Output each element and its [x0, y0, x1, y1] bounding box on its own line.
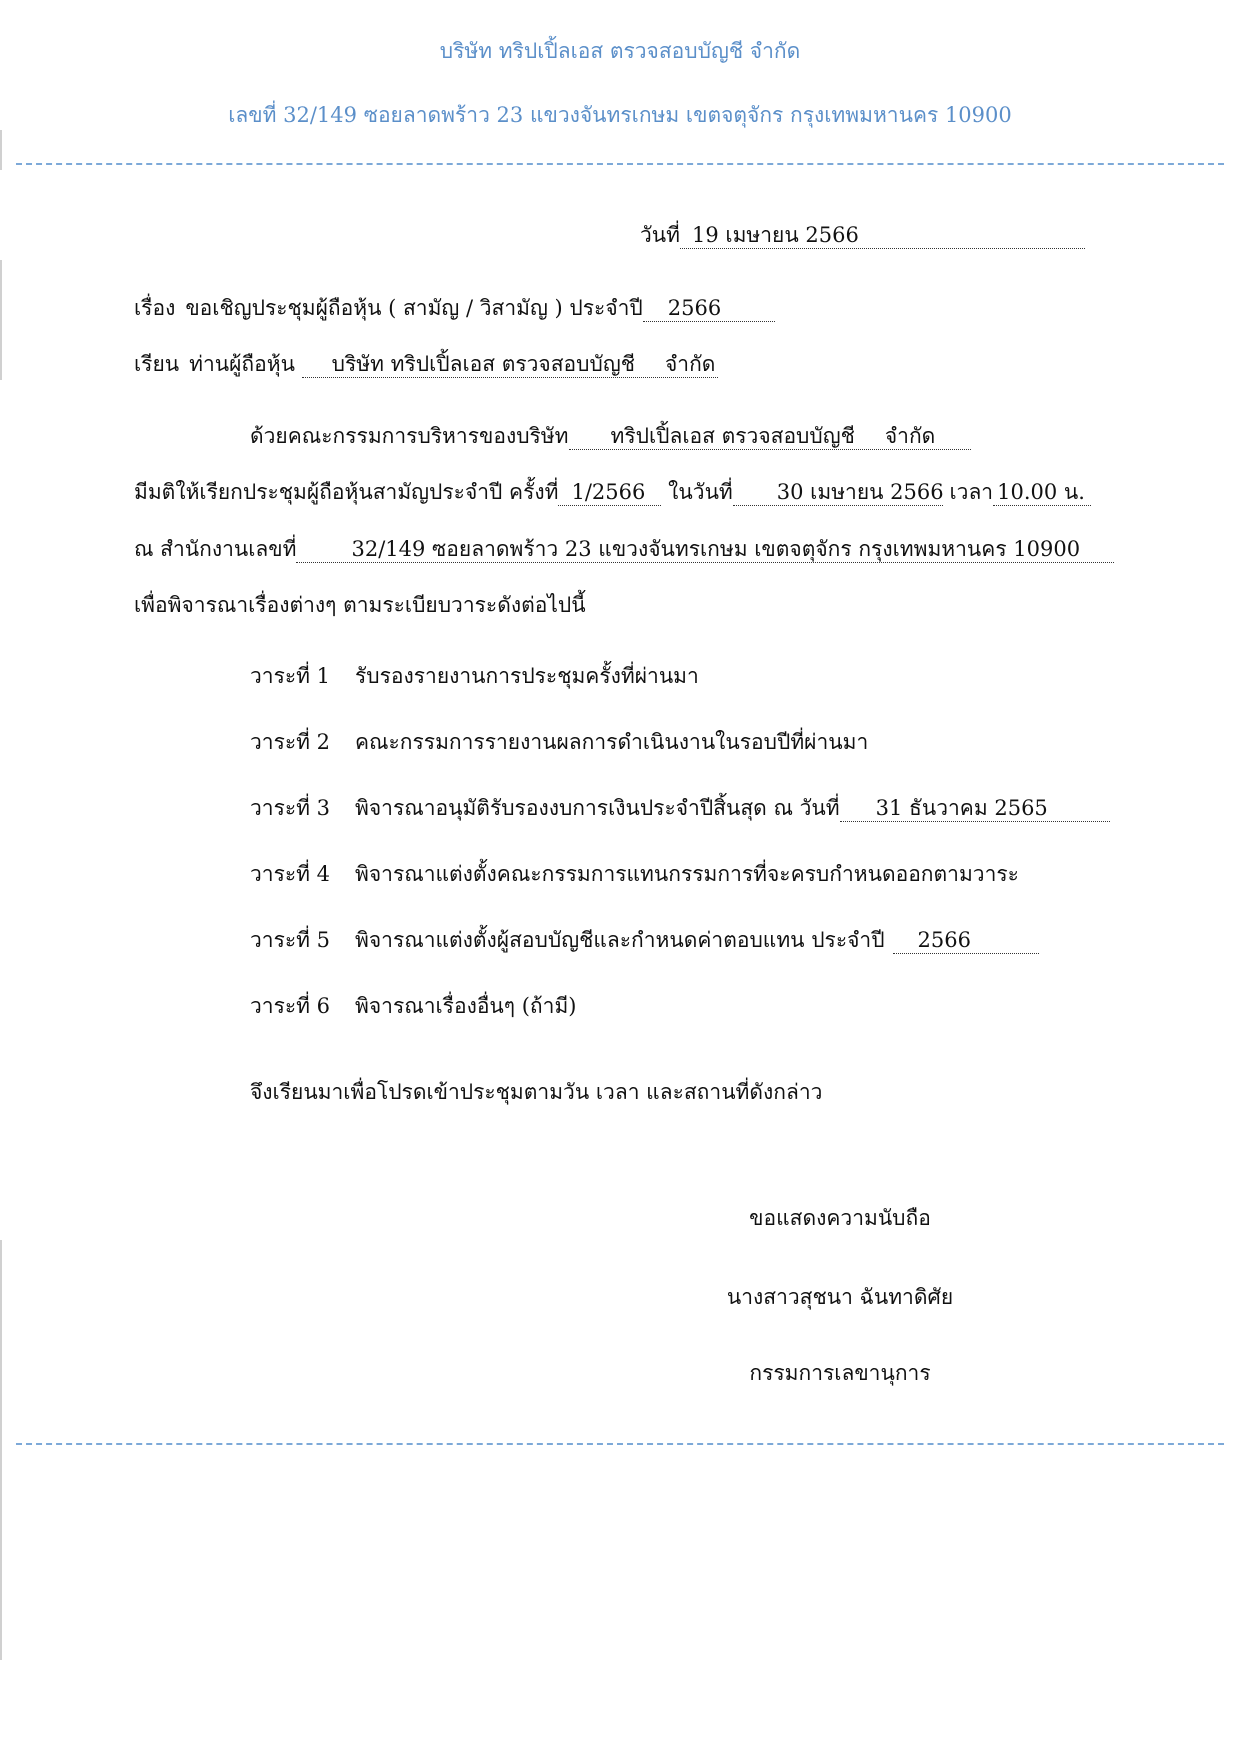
venue-label: ณ สำนักงานเลขที่ [134, 537, 297, 561]
recipient-label: เรียน [134, 352, 180, 376]
page-edge-mark [0, 130, 2, 170]
agenda-number: วาระที่ 4 [250, 862, 331, 886]
time-label: เวลา [949, 480, 994, 504]
body-line-3 [134, 534, 1114, 564]
subject-text: ขอเชิญประชุมผู้ถือหุ้น ( สามัญ / วิสามัญ ) ประจำปี [185, 296, 643, 320]
body-line-4: เพื่อพิจารณาเรื่องต่างๆ ตามระเบียบวาระดังต่อไปนี้ [134, 593, 586, 617]
body-line1-company: ทริปเปิ้ลเอส ตรวจสอบบัญชี [610, 424, 855, 448]
footer-divider [16, 1443, 1224, 1445]
body-line-2 [134, 477, 1091, 507]
agenda-item [250, 727, 868, 757]
agenda-text: รับรองรายงานการประชุมครั้งที่ผ่านมา [355, 664, 699, 688]
body-line1-company-fill [569, 423, 971, 450]
regards-text: ขอแสดงความนับถือ [749, 1206, 931, 1230]
recipient-company-suffix: จำกัด [664, 352, 716, 376]
agenda-fill-value: 2566 [893, 927, 1039, 954]
page-edge-mark [0, 1240, 2, 1660]
recipient-text: ท่านผู้ถือหุ้น [189, 352, 295, 376]
signer-name: นางสาวสุชนา ฉันทาดิศัย [726, 1285, 954, 1309]
agenda-item [250, 925, 1039, 955]
signer-position: กรรมการเลขานุการ [749, 1361, 931, 1385]
agenda-fill-value: 31 ธันวาคม 2565 [840, 795, 1110, 822]
agenda-text: พิจารณาอนุมัติรับรองงบการเงินประจำปีสิ้นสุด ณ วันที่ [355, 796, 840, 820]
agenda-item [250, 859, 1019, 889]
date-label: วันที่ [640, 223, 680, 247]
header-divider [16, 163, 1224, 165]
agenda-number: วาระที่ 2 [250, 730, 331, 754]
meeting-number: 1/2566 [558, 479, 661, 506]
body-line1-suffix: จำกัด [884, 424, 936, 448]
date-value: 19 เมษายน 2566 [680, 222, 1085, 249]
agenda-item [250, 661, 699, 691]
agenda-number: วาระที่ 1 [250, 664, 331, 688]
agenda-text: คณะกรรมการรายงานผลการดำเนินงานในรอบปีที่ผ่านมา [355, 730, 869, 754]
venue-value: 32/149 ซอยลาดพร้าว 23 แขวงจันทรเกษม เขตจตุจักร กรุงเทพมหานคร 10900 [296, 536, 1114, 563]
agenda-item [250, 793, 1110, 823]
body-line-1 [250, 421, 971, 451]
agenda-item [250, 991, 576, 1021]
subject-year: 2566 [643, 295, 775, 322]
recipient-company [302, 351, 718, 378]
body-line1-prefix: ด้วยคณะกรรมการบริหารของบริษัท [250, 424, 569, 448]
agenda-number: วาระที่ 5 [250, 928, 331, 952]
agenda-text: พิจารณาเรื่องอื่นๆ (ถ้ามี) [355, 994, 577, 1018]
agenda-text: พิจารณาแต่งตั้งผู้สอบบัญชีและกำหนดค่าตอบแทน ประจำปี [355, 928, 885, 952]
recipient-line [134, 349, 718, 379]
subject-line [134, 293, 775, 323]
body-line2-prefix: มีมติให้เรียกประชุมผู้ถือหุ้นสามัญประจำปี ครั้งที่ [134, 480, 559, 504]
on-date-label: ในวันที่ [668, 480, 733, 504]
company-address: เลขที่ 32/149 ซอยลาดพร้าว 23 แขวงจันทรเกษม เขตจตุจักร กรุงเทพมหานคร 10900 [228, 103, 1012, 127]
agenda-number: วาระที่ 6 [250, 994, 331, 1018]
agenda-number: วาระที่ 3 [250, 796, 331, 820]
meeting-time: 10.00 น. [993, 479, 1091, 506]
recipient-company-name: บริษัท ทริปเปิ้ลเอส ตรวจสอบบัญชี [331, 352, 635, 376]
meeting-date: 30 เมษายน 2566 [733, 479, 943, 506]
agenda-text: พิจารณาแต่งตั้งคณะกรรมการแทนกรรมการที่จะครบกำหนดออกตามวาระ [355, 862, 1019, 886]
company-name: บริษัท ทริปเปิ้ลเอส ตรวจสอบบัญชี จำกัด [439, 39, 801, 63]
date-line [640, 220, 1085, 250]
page-edge-mark [0, 260, 2, 380]
subject-label: เรื่อง [134, 296, 176, 320]
closing-text: จึงเรียนมาเพื่อโปรดเข้าประชุมตามวัน เวลา และสถานที่ดังกล่าว [250, 1080, 823, 1104]
